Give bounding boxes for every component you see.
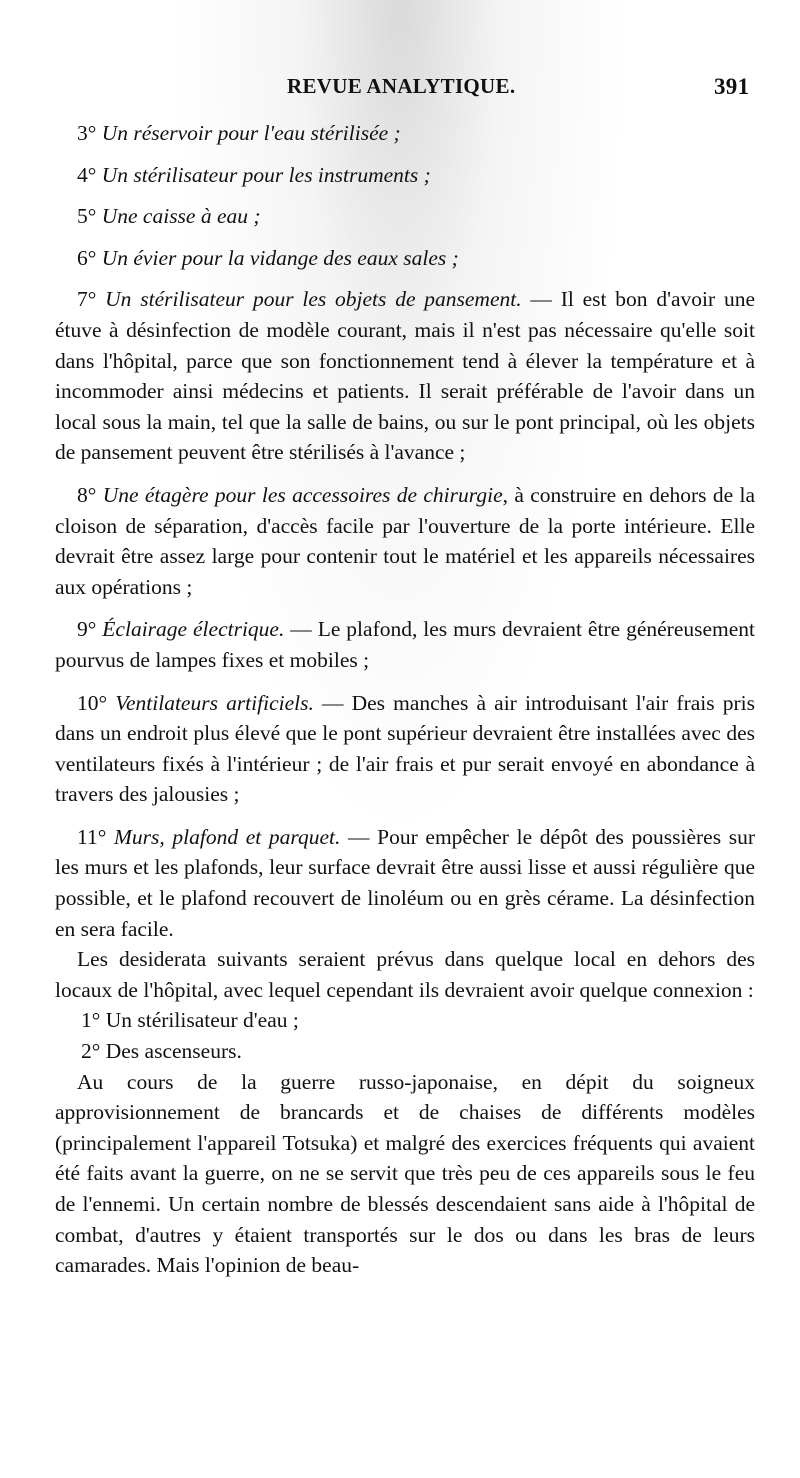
paragraph-7-text: — Il est bon d'avoir une étuve à désinfection de modèle courant, mais il n'est pas nécessaire qu'elle soit dans l'hôpital, parce que son fonctionnement tend à élever la température et à incommoder ainsi médecins et patients. Il serait préférable de l'avoir dans un local sous la main, tel que la salle de bains, ou sur le pont principal, où les objets de pansement peuvent être stérilisés à l'avance ;	[55, 287, 755, 465]
list-item-6: 6° Un évier pour la vidange des eaux sales ;	[77, 245, 459, 270]
paragraph-11: 11° Murs, plafond et parquet. — Pour empêcher le dépôt des poussières sur les murs et les plafonds, leur surface devrait être aussi lisse et aussi régulière que possible, et le plafond recouvert de linoléum ou en grès cérame. La désinfection en sera facile.	[55, 824, 755, 941]
paragraph-8-title: Une étagère pour les accessoires de chirurgie	[102, 482, 503, 507]
paragraph-10-text: — Des manches à air introduisant l'air frais pris dans un endroit plus élevé que le pont supérieur devraient être installées avec des ventilateurs fixés à l'intérieur ; de l'air frais et pur serait envoyé en abondance à travers des jalousies ;	[55, 690, 756, 807]
running-title: REVUE ANALYTIQUE.	[287, 74, 516, 98]
paragraph-10: 10° Ventilateurs artificiels. — Des manches à air introduisant l'air frais pris dans un endroit plus élevé que le pont supérieur devraient être installées avec des ventilateurs fixés à l'intérieur ; de l'air frais et pur serait envoyé en abondance à travers des jalousies ;	[55, 690, 756, 807]
paragraph-final: Au cours de la guerre russo-japonaise, en dépit du soigneux approvisionnement de brancards et de chaises de différents modèles (principalement l'appareil Totsuka) et malgré des exercices fréquents qui avaient été faits avant la guerre, on ne se servit que très peu de ces appareils sous le feu de l'ennemi. Un certain nombre de blessés descendaient sans aide à l'hôpital de combat, d'autres y étaient transportés sur le dos ou dans les bras de leurs camarades. Mais l'opinion de beau-	[55, 1069, 755, 1278]
list-item-3: 3° Un réservoir pour l'eau stérilisée ;	[77, 121, 401, 145]
paragraph-9: 9° Éclairage électrique. — Le plafond, les murs devraient être généreusement pourvus de lampes fixes et mobiles ;	[55, 617, 756, 672]
list-item-4: 4° Un stérilisateur pour les instruments ;	[77, 162, 431, 187]
page-header	[0, 74, 800, 104]
paragraph-7: 7° Un stérilisateur pour les objets de pansement. — Il est bon d'avoir une étuve à désinfection de modèle courant, mais il n'est pas nécessaire qu'elle soit dans l'hôpital, parce que son fonctionnement tend à élever la température et à incommoder ainsi médecins et patients. Il serait préférable de l'avoir dans un local sous la main, tel que la salle de bains, ou sur le pont principal, où les objets de pansement peuvent être stérilisés à l'avance ;	[55, 287, 755, 465]
page-body	[55, 118, 755, 1281]
short-list-item-2: 2° Des ascenseurs.	[81, 1039, 242, 1064]
page-number: 391	[714, 74, 750, 99]
paragraph-8: 8° Une étagère pour les accessoires de chirurgie, à construire en dehors de la cloison de séparation, d'accès facile par l'ouverture de la porte intérieure. Elle devrait être assez large pour contenir tout le matériel et les appareils nécessaires aux opérations ;	[55, 482, 756, 599]
paragraph-10-title: Ventilateurs artificiels.	[115, 690, 314, 715]
paragraph-desiderata: Les desiderata suivants seraient prévus dans quelque local en dehors des locaux de l'hôpital, avec lequel cependant ils devraient avoir quelque connexion :	[55, 947, 755, 1002]
short-list-item-1: 1° Un stérilisateur d'eau ;	[81, 1008, 299, 1033]
list-item-5: 5° Une caisse à eau ;	[77, 204, 261, 229]
paragraph-9-text: — Le plafond, les murs devraient être généreusement pourvus de lampes fixes et mobiles ;	[55, 617, 756, 672]
paragraph-11-title: Murs, plafond et parquet.	[113, 824, 341, 849]
paragraph-8-text: , à construire en dehors de la cloison de séparation, d'accès facile par l'ouverture de la porte intérieure. Elle devrait être assez large pour contenir tout le matériel et les appareils nécessaires aux opérations ;	[55, 482, 756, 599]
paragraph-7-title: Un stérilisateur pour les objets de pansement.	[105, 287, 522, 312]
paragraph-9-title: Éclairage électrique.	[102, 617, 285, 642]
paragraph-11-text: — Pour empêcher le dépôt des poussières sur les murs et les plafonds, leur surface devrait être aussi lisse et aussi régulière que possible, et le plafond recouvert de linoléum ou en grès cérame. La désinfection en sera facile.	[55, 824, 755, 941]
